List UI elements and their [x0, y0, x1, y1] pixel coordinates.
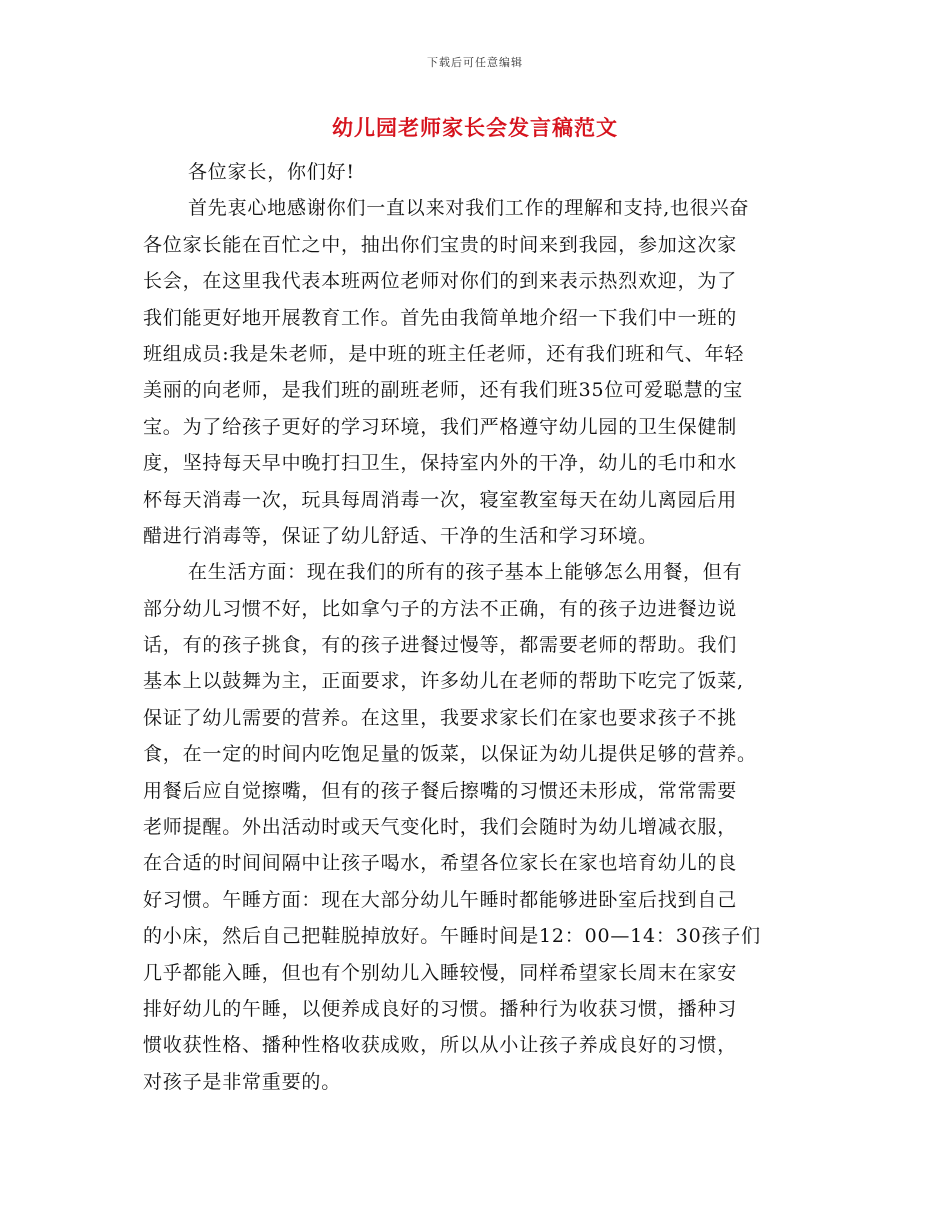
body-line: 在合适的时间间隔中让孩子喝水，希望各位家长在家也培育幼儿的良 — [143, 852, 738, 875]
body-line: 话，有的孩子挑食，有的孩子进餐过慢等，都需要老师的帮助。我们 — [143, 634, 738, 657]
body-line: 宝。为了给孩子更好的学习环境，我们严格遵守幼儿园的卫生保健制 — [143, 415, 738, 438]
body-line: 的小床，然后自己把鞋脱掉放好。午睡时间是12：00—14：30孩子们 — [143, 925, 761, 948]
body-line: 长会，在这里我代表本班两位老师对你们的到来表示热烈欢迎，为了 — [143, 270, 738, 293]
header-note: 下载后可任意编辑 — [427, 56, 523, 69]
body-line: 班组成员:我是朱老师，是中班的班主任老师，还有我们班和气、年轻 — [143, 342, 745, 365]
body-line: 基本上以鼓舞为主，正面要求，许多幼儿在老师的帮助下吃完了饭菜, — [143, 670, 744, 693]
body-line: 我们能更好地开展教育工作。首先由我简单地介绍一下我们中一班的 — [143, 306, 738, 329]
body-line: 各位家长，你们好! — [188, 161, 355, 183]
document-body — [143, 154, 813, 1100]
body-line: 排好幼儿的午睡，以便养成良好的习惯。播种行为收获习惯，播种习 — [143, 997, 738, 1020]
body-line: 对孩子是非常重要的。 — [143, 1070, 342, 1093]
body-line: 部分幼儿习惯不好，比如拿勺子的方法不正确，有的孩子边进餐边说 — [143, 597, 738, 620]
body-line: 保证了幼儿需要的营养。在这里，我要求家长们在家也要求孩子不挑 — [143, 706, 738, 729]
body-line: 老师提醒。外出活动时或天气变化时，我们会随时为幼儿增减衣服， — [143, 816, 738, 839]
body-line: 几乎都能入睡，但也有个别幼儿入睡较慢，同样希望家长周末在家安 — [143, 961, 738, 984]
body-line: 美丽的向老师，是我们班的副班老师，还有我们班35位可爱聪慧的宝 — [143, 379, 743, 402]
document-title: 幼儿园老师家长会发言稿范文 — [332, 115, 618, 140]
body-line: 在生活方面：现在我们的所有的孩子基本上能够怎么用餐，但有 — [188, 561, 743, 584]
body-line: 度，坚持每天早中晚打扫卫生，保持室内外的干净，幼儿的毛巾和水 — [143, 452, 738, 475]
body-line: 惯收获性格、播种性格收获成败，所以从小让孩子养成良好的习惯， — [143, 1034, 738, 1057]
body-line: 食，在一定的时间内吃饱足量的饭菜，以保证为幼儿提供足够的营养。 — [143, 743, 757, 766]
body-line: 好习惯。午睡方面：现在大部分幼儿午睡时都能够进卧室后找到自己 — [143, 888, 738, 911]
body-line: 用餐后应自觉擦嘴，但有的孩子餐后擦嘴的习惯还未形成，常常需要 — [143, 779, 738, 802]
body-line: 各位家长能在百忙之中，抽出你们宝贵的时间来到我园，参加这次家 — [143, 233, 738, 256]
body-line: 醋进行消毒等，保证了幼儿舒适、干净的生活和学习环境。 — [143, 524, 658, 547]
body-line: 首先衷心地感谢你们一直以来对我们工作的理解和支持,也很兴奋 — [188, 197, 750, 220]
body-line: 杯每天消毒一次，玩具每周消毒一次，寝室教室每天在幼儿离园后用 — [143, 488, 738, 511]
